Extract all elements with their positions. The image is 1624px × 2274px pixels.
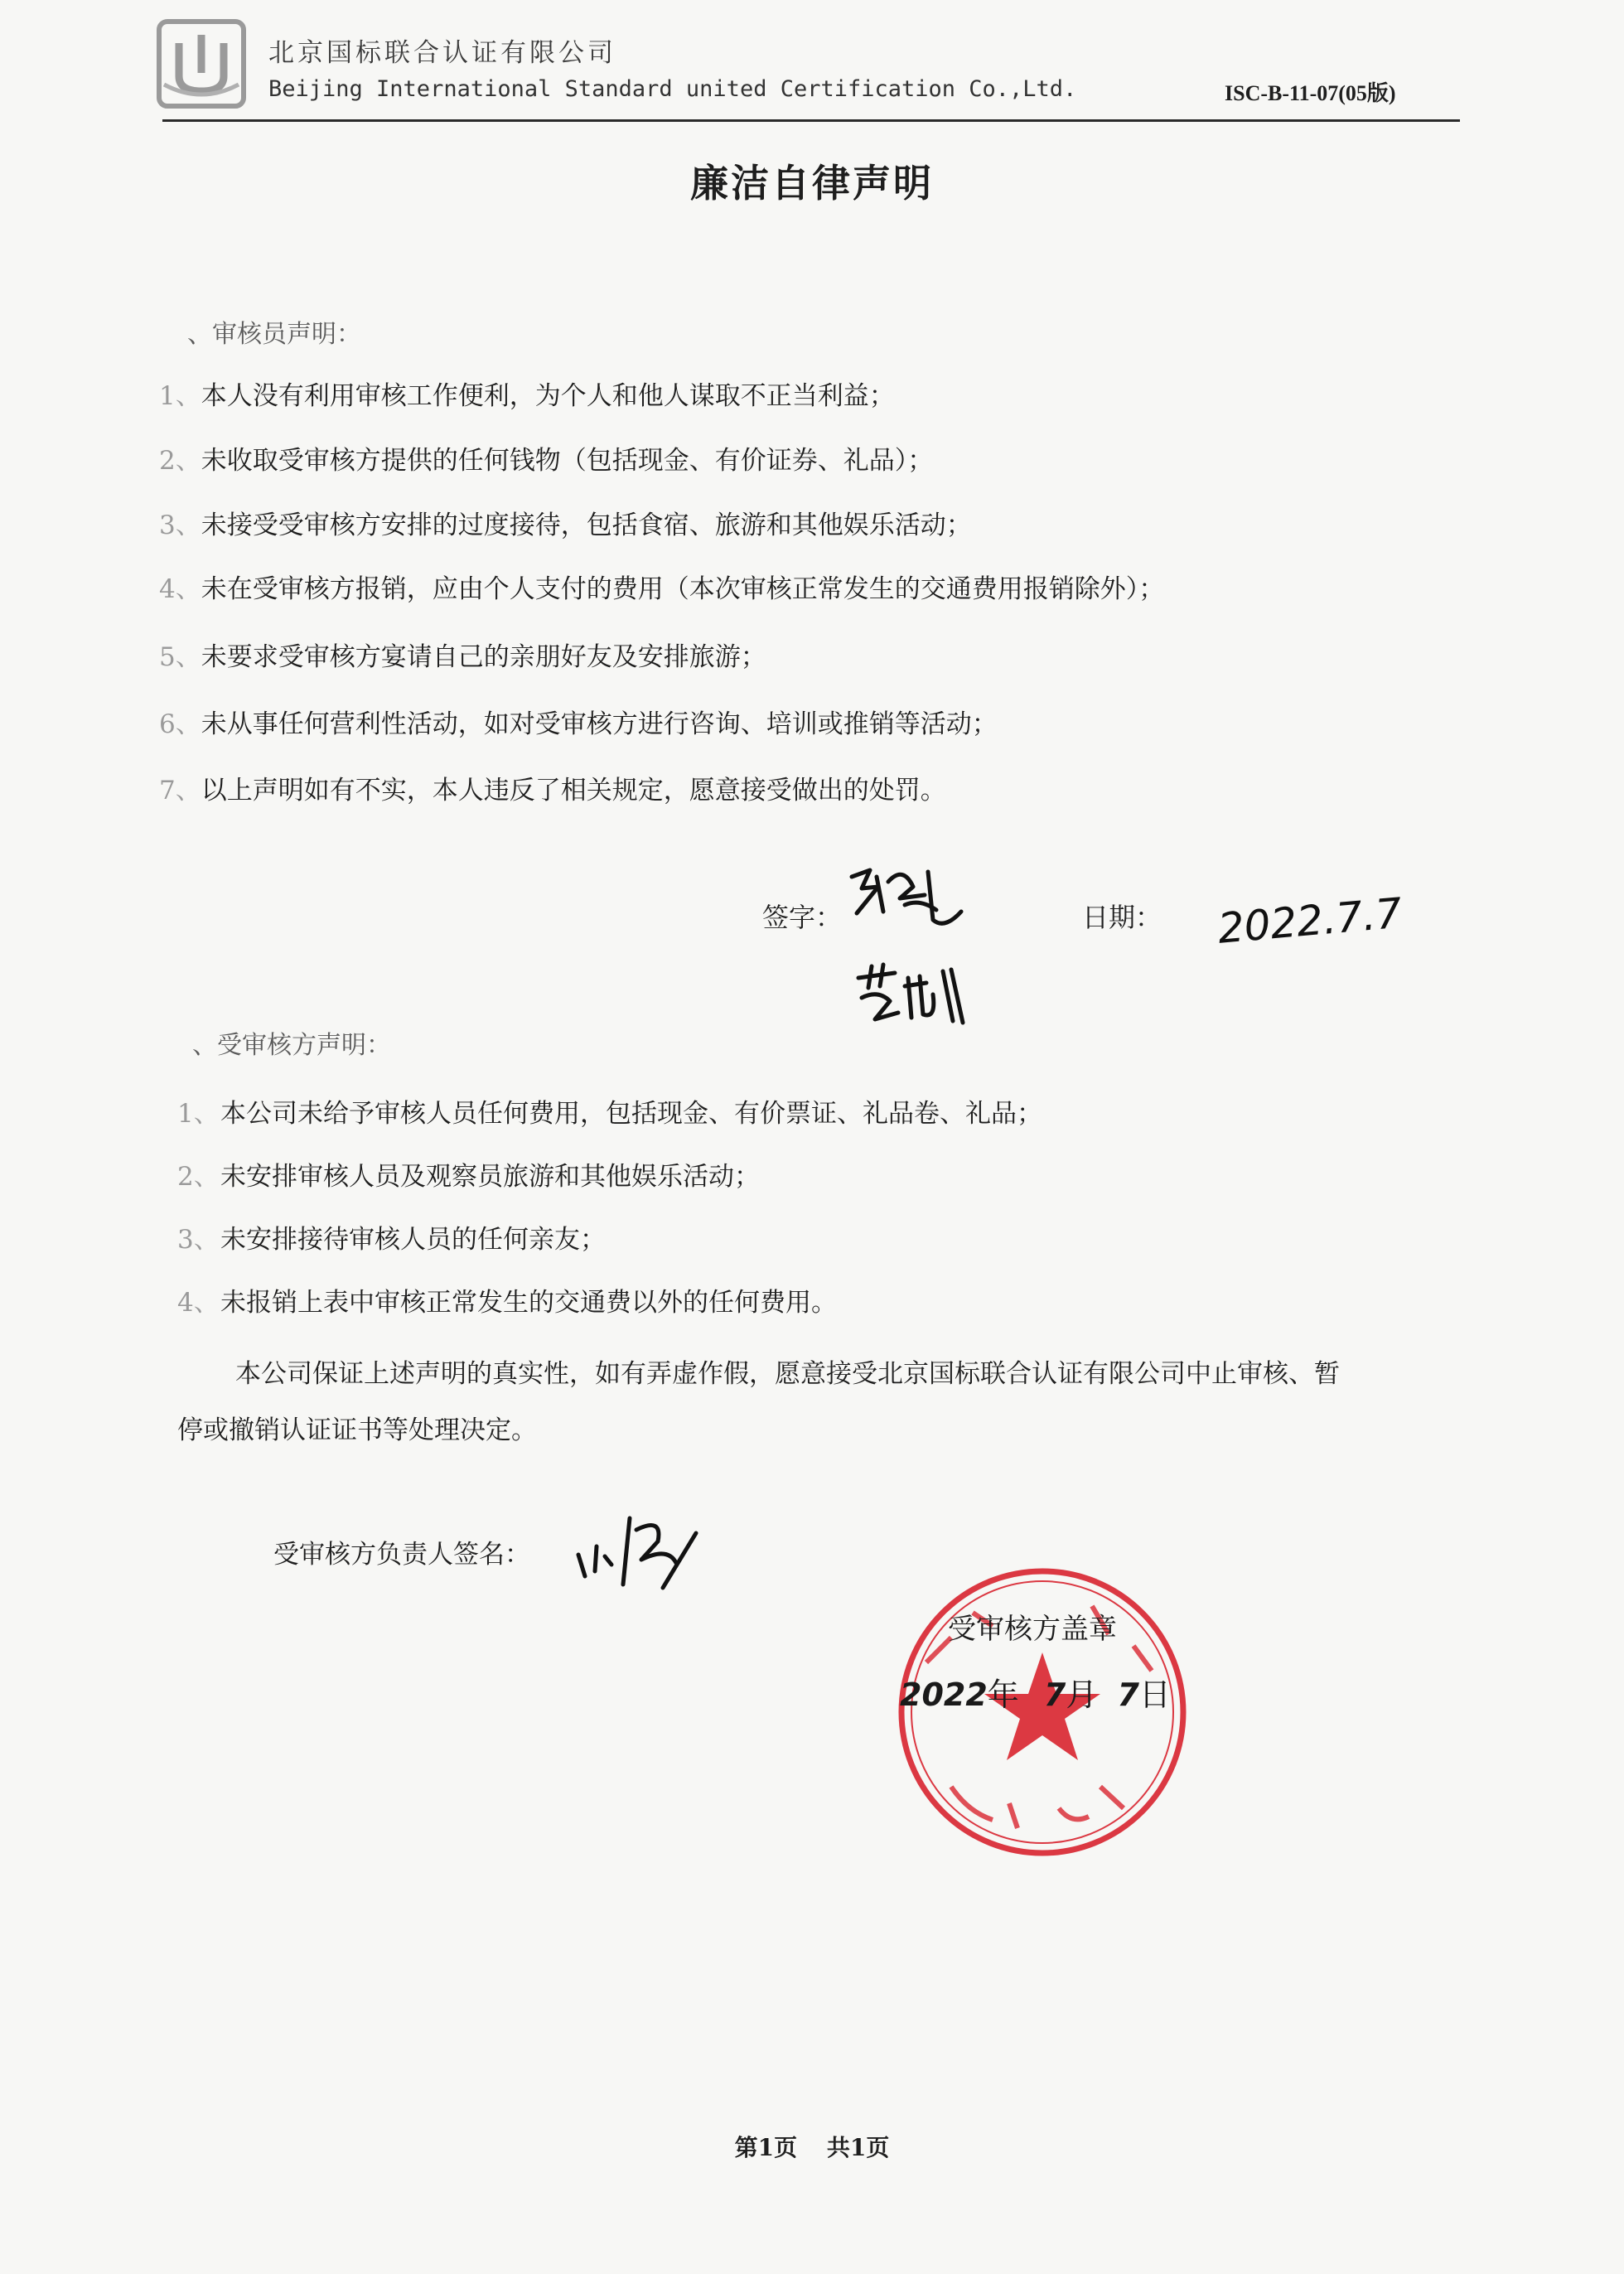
seal-label: 受审核方盖章: [948, 1613, 1117, 1646]
responsible-person-signature: [572, 1513, 713, 1593]
auditor-signature-2: [853, 961, 978, 1028]
seal-date-day-suffix: 日: [1138, 1676, 1171, 1713]
guarantee-line-2: 停或撤销认证证书等处理决定。: [177, 1415, 537, 1445]
auditor-item: [159, 636, 766, 673]
auditor-item: [159, 439, 933, 477]
item-number: 5、: [159, 642, 201, 672]
auditee-item: [177, 1092, 1042, 1130]
item-number: 2、: [159, 446, 201, 476]
item-number: 7、: [159, 776, 201, 806]
item-text: 以上声明如有不实，本人违反了相关规定，愿意接受做出的处罚。: [201, 776, 946, 806]
auditor-signature-1: [845, 862, 969, 936]
item-text: 未安排接待审核人员的任何亲友；: [220, 1225, 606, 1255]
item-number: 1、: [177, 1099, 220, 1129]
auditor-item: [159, 504, 972, 541]
item-text: 未在受审核方报销，应由个人支付的费用（本次审核正常发生的交通费用报销除外）；: [201, 574, 1165, 604]
item-text: 未报销上表中审核正常发生的交通费以外的任何费用。: [220, 1288, 837, 1318]
auditor-item: [159, 375, 895, 412]
document-title: 廉洁自律声明: [690, 161, 934, 206]
auditor-section-heading: 、审核员声明：: [187, 320, 361, 349]
item-text: 未收取受审核方提供的任何钱物（包括现金、有价证券、礼品）；: [201, 446, 934, 476]
item-number: 3、: [159, 510, 201, 540]
company-name-cn: 北京国标联合认证有限公司: [268, 38, 616, 68]
item-text: 本人没有利用审核工作便利，为个人和他人谋取不正当利益；: [201, 381, 895, 411]
item-text: 未要求受审核方宴请自己的亲朋好友及安排旅游；: [201, 642, 766, 672]
company-name-en: Beijing International Standard united Certification Co.,Ltd.: [268, 76, 1077, 102]
auditor-handwritten-date: 2022.7.7: [1216, 888, 1404, 953]
item-number: 4、: [159, 574, 201, 604]
page-total: 共1页: [826, 2134, 890, 2161]
item-number: 4、: [177, 1288, 220, 1318]
signature-label: 签字：: [762, 902, 843, 933]
guarantee-line-1: 本公司保证上述声明的真实性，如有弄虚作假，愿意接受北京国标联合认证有限公司中止审核、暂: [235, 1359, 1340, 1389]
item-number: 1、: [159, 381, 201, 411]
auditee-section-heading: 、受审核方声明：: [192, 1031, 391, 1060]
responsible-person-label: 受审核方负责人签名：: [273, 1540, 530, 1570]
item-text: 未从事任何营利性活动，如对受审核方进行咨询、培训或推销等活动；: [201, 709, 998, 739]
seal-date-month: 7: [1043, 1676, 1066, 1713]
page-number: 第1页: [734, 2134, 798, 2161]
seal-date-year-suffix: 年: [987, 1676, 1019, 1713]
item-text: 未接受受审核方安排的过度接待，包括食宿、旅游和其他娱乐活动；: [201, 510, 972, 540]
item-number: 3、: [177, 1225, 220, 1255]
auditee-item: [177, 1155, 760, 1193]
isc-logo-icon: [156, 18, 247, 109]
auditor-item: [159, 703, 998, 740]
auditee-item: [177, 1218, 606, 1256]
page-footer: [0, 2130, 1624, 2163]
seal-date-year: 2022: [900, 1676, 988, 1713]
form-code: ISC-B-11-07(05版): [1225, 81, 1396, 105]
item-number: 6、: [159, 709, 201, 739]
item-number: 2、: [177, 1162, 220, 1192]
auditor-item: [159, 769, 946, 806]
seal-date-day: 7: [1117, 1676, 1139, 1713]
auditor-item: [159, 568, 1164, 605]
seal-date-month-suffix: 月: [1066, 1676, 1098, 1713]
item-text: 本公司未给予审核人员任何费用，包括现金、有价票证、礼品卷、礼品；: [220, 1099, 1042, 1129]
seal-date: [900, 1669, 1171, 1715]
header-divider: [162, 119, 1460, 122]
auditee-item: [177, 1281, 837, 1318]
item-text: 未安排审核人员及观察员旅游和其他娱乐活动；: [220, 1162, 760, 1192]
date-label: 日期：: [1082, 902, 1162, 933]
